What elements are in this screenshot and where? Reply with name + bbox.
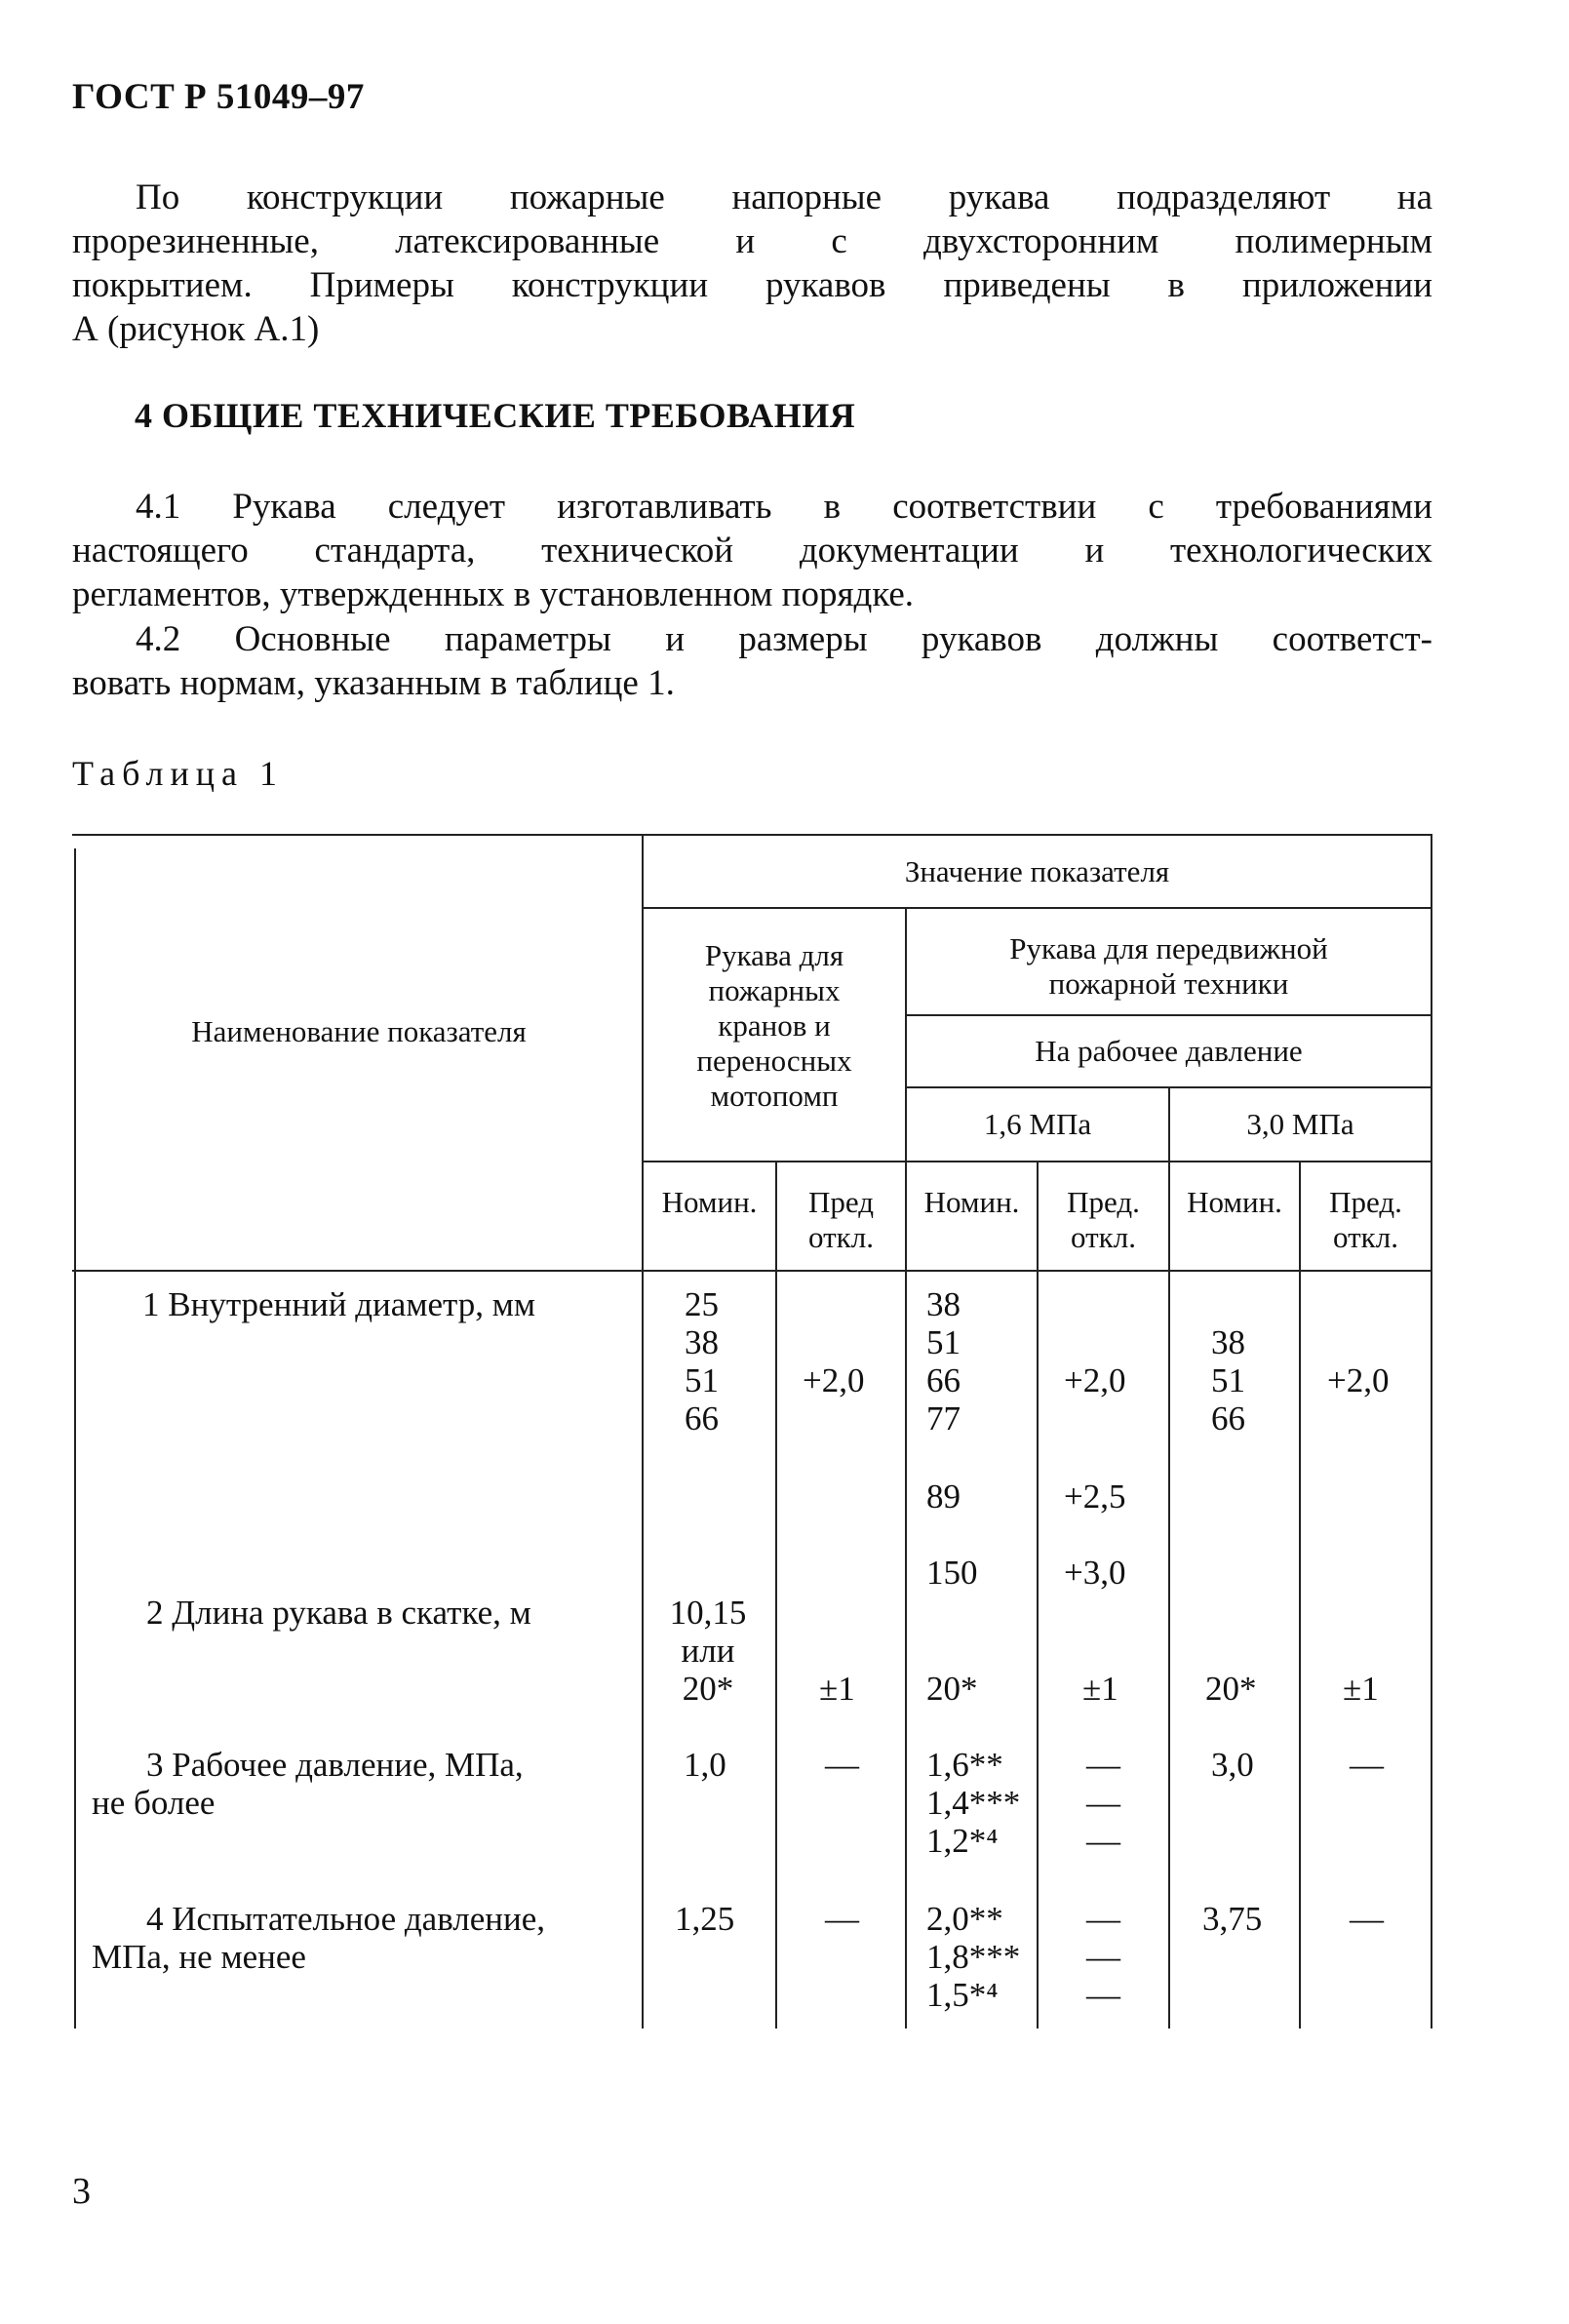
cell-value: 25 [685, 1285, 719, 1323]
cell-value: — [1086, 1900, 1120, 1938]
cell-values [926, 1285, 961, 1438]
table-rule [905, 907, 907, 2029]
header-mobile-hoses [907, 931, 1431, 1002]
cell-value: ±1 [1082, 1670, 1118, 1708]
intro-line: По конструкции пожарные напорные рукава подразделяют на [136, 177, 1432, 217]
row-name-line: МПа, не менее [92, 1938, 306, 1976]
row-name-line: не более [92, 1784, 216, 1822]
table-caption: Таблица 1 [72, 754, 284, 793]
intro-line: прорезиненные, латексированные и с двухсторонним полимерным [72, 221, 1432, 261]
section-heading: 4 ОБЩИЕ ТЕХНИЧЕСКИЕ ТРЕБОВАНИЯ [135, 396, 856, 435]
cell-value: +2,0 [1327, 1361, 1390, 1399]
page-number: 3 [72, 2171, 91, 2212]
row-name-line: 4 Испытательное давление, [146, 1900, 546, 1938]
header-line: пожарной техники [1048, 966, 1289, 1001]
header-line: переносных [696, 1044, 852, 1078]
table-rule [74, 848, 76, 2029]
header-line: откл. [1071, 1220, 1136, 1254]
cell-value: 3,75 [1202, 1900, 1263, 1938]
cell-value: — [1086, 1746, 1120, 1784]
cell-value: +2,5 [1064, 1477, 1126, 1516]
cell-value: 66 [1211, 1399, 1245, 1438]
cell-value: 20* [682, 1670, 734, 1708]
cell-value: 51 [1211, 1361, 1245, 1399]
row-name [92, 1900, 546, 1976]
row-name-line: 2 Длина рукава в скатке, м [146, 1594, 531, 1632]
cell-value: 38 [685, 1323, 719, 1361]
clause-line: 4.1 Рукава следует изготавливать в соответствии с требованиями [136, 487, 1432, 527]
header-line: кранов и [718, 1008, 831, 1043]
cell-value: 38 [926, 1285, 961, 1323]
table-rule [1037, 1161, 1039, 2029]
cell-value: ±1 [1343, 1670, 1379, 1708]
table-rule [775, 1161, 777, 2029]
cell-value: 66 [685, 1399, 719, 1438]
cell-value: — [1086, 1938, 1120, 1976]
table-rule [72, 834, 1432, 836]
cell-value: — [1350, 1900, 1384, 1938]
cell-value: 66 [926, 1361, 961, 1399]
cell-value: — [825, 1746, 859, 1784]
clause-line: регламентов, утвержденных в установленном порядке. [72, 574, 915, 614]
intro-line: покрытием. Примеры конструкции рукавов приведены в приложении [72, 265, 1432, 305]
header-line: откл. [808, 1220, 874, 1254]
header-hydrant-hoses [644, 938, 905, 1114]
cell-value: или [681, 1632, 735, 1670]
cell-value: — [1086, 1784, 1120, 1822]
intro-line: А (рисунок А.1) [72, 309, 320, 349]
cell-value: 77 [926, 1399, 961, 1438]
cell-value: 1,5*⁴ [926, 1976, 999, 2014]
cell-values [663, 1594, 753, 1708]
cell-value: 2,0** [926, 1900, 1003, 1938]
cell-values [926, 1746, 1020, 1860]
cell-value: 3,0 [1211, 1746, 1254, 1784]
table-rule [644, 907, 1432, 909]
table-rule [1168, 1086, 1170, 2029]
header-nominal: Номин. [923, 1185, 1020, 1219]
cell-value: 20* [926, 1670, 978, 1708]
cell-value: — [1086, 1976, 1120, 2014]
cell-value: 150 [926, 1554, 978, 1592]
document-code: ГОСТ Р 51049–97 [72, 77, 365, 117]
cell-values [1211, 1323, 1245, 1438]
clause-line: 4.2 Основные параметры и размеры рукавов должны соответст- [136, 619, 1432, 659]
cell-value: — [825, 1900, 859, 1938]
header-deviation [777, 1185, 905, 1255]
cell-value: 51 [926, 1323, 961, 1361]
header-working-pressure: На рабочее давление [1035, 1034, 1303, 1068]
cell-value: — [1350, 1746, 1384, 1784]
row-name-line: 1 Внутренний диаметр, мм [142, 1285, 536, 1323]
header-nominal: Номин. [1187, 1185, 1282, 1219]
header-deviation [1301, 1185, 1431, 1255]
cell-value: 1,2*⁴ [926, 1822, 999, 1860]
table-rule [72, 1270, 1432, 1272]
row-name [142, 1285, 535, 1323]
header-nominal: Номин. [661, 1185, 758, 1219]
cell-values [685, 1285, 719, 1438]
cell-value: +2,0 [1064, 1361, 1126, 1399]
header-line: Рукава для передвижной [1009, 931, 1328, 965]
header-line: мотопомп [710, 1079, 839, 1113]
cell-value: 51 [685, 1361, 719, 1399]
cell-value: 10,15 [669, 1594, 747, 1632]
header-line: откл. [1333, 1220, 1398, 1254]
row-name-line: 3 Рабочее давление, МПа, [146, 1746, 524, 1784]
header-line: пожарных [708, 973, 841, 1007]
cell-value: 1,0 [684, 1746, 726, 1784]
table-rule [907, 1014, 1432, 1016]
row-name [146, 1594, 531, 1632]
header-pressure-3-0: 3,0 МПа [1246, 1107, 1354, 1141]
cell-values [1086, 1746, 1120, 1860]
cell-value: 20* [1205, 1670, 1257, 1708]
cell-values [1086, 1900, 1120, 2014]
cell-value: +2,0 [803, 1361, 865, 1399]
cell-values [926, 1900, 1020, 2014]
cell-value: 89 [926, 1477, 961, 1516]
header-name-col: Наименование показателя [191, 1014, 527, 1048]
cell-value: — [1086, 1822, 1120, 1860]
header-line: Пред [807, 1185, 874, 1219]
header-line: Пред. [1329, 1185, 1402, 1219]
cell-value: 1,8*** [926, 1938, 1021, 1976]
cell-value: 1,4*** [926, 1784, 1021, 1822]
cell-value: +3,0 [1064, 1554, 1126, 1592]
clause-line: вовать нормам, указанным в таблице 1. [72, 663, 675, 703]
header-pressure-1-6: 1,6 МПа [983, 1107, 1092, 1141]
cell-value: 1,6** [926, 1746, 1003, 1784]
table-rule [1299, 1161, 1301, 2029]
header-line: Пред. [1067, 1185, 1140, 1219]
cell-value: 1,25 [675, 1900, 735, 1938]
header-value-group: Значение показателя [904, 854, 1170, 888]
header-line: Рукава для [704, 938, 844, 972]
cell-value: ±1 [819, 1670, 855, 1708]
table-rule [1431, 834, 1432, 2029]
row-name [92, 1746, 524, 1822]
header-deviation [1039, 1185, 1168, 1255]
clause-line: настоящего стандарта, технической документации и технологических [72, 531, 1432, 571]
cell-value: 38 [1211, 1323, 1245, 1361]
